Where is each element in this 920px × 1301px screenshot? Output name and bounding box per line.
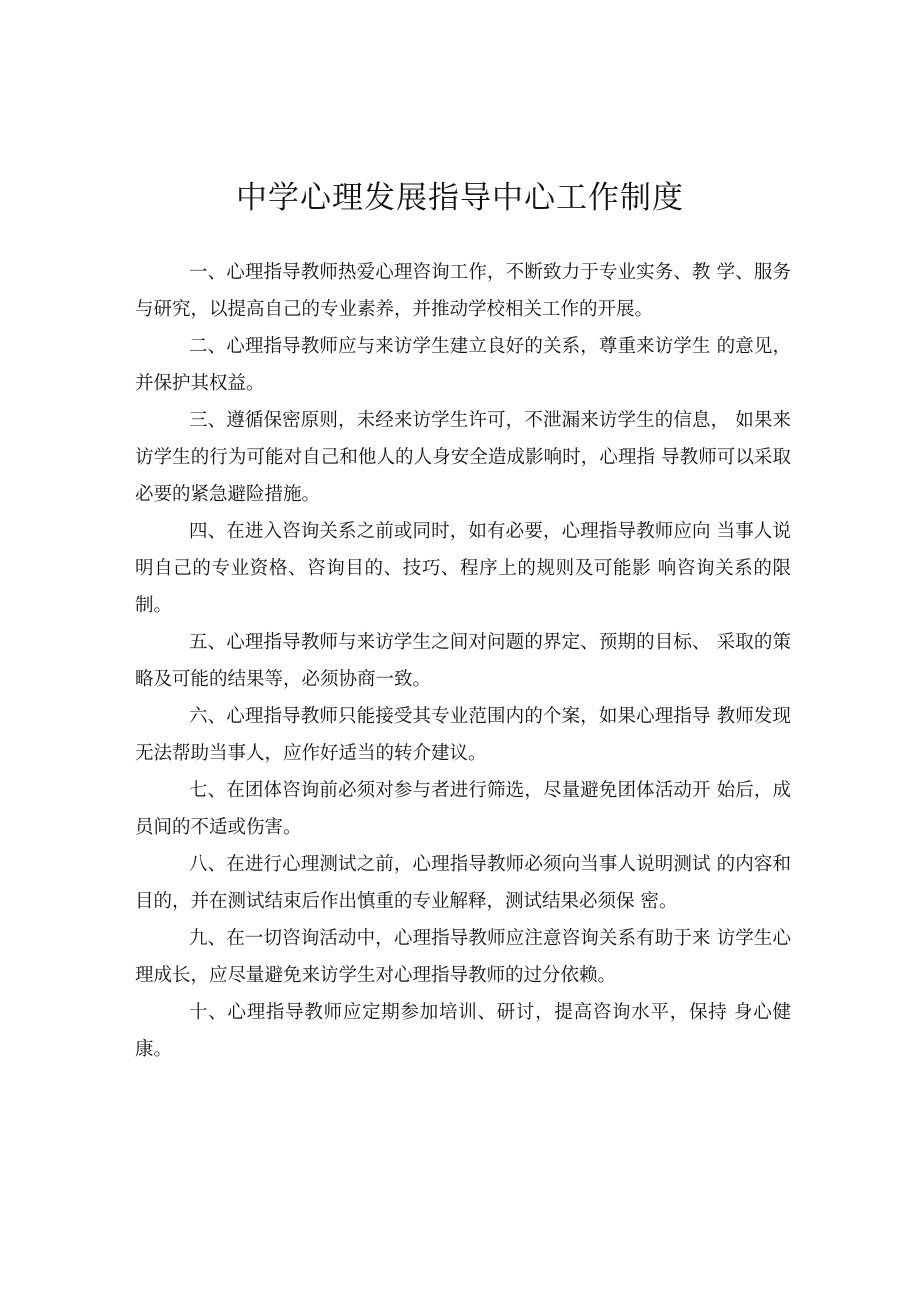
article-2: 二、心理指导教师应与来访学生建立良好的关系，尊重来访学生 的意见，并保护其权益。: [135, 336, 791, 394]
article-3: 三、遵循保密原则，未经来访学生许可，不泄漏来访学生的信息， 如果来访学生的行为可能对自己和他人的人身安全造成影响时，心理指 导教师可以采取必要的紧急避险措施。: [135, 410, 791, 505]
article-6: 六、心理指导教师只能接受其专业范围内的个案，如果心理指导 教师发现无法帮助当事人，应作好适当的转介建议。: [135, 706, 791, 764]
article-list: [135, 254, 791, 1068]
article-9: 九、在一切咨询活动中，心理指导教师应注意咨询关系有助于来 访学生心理成长，应尽量避免来访学生对心理指导教师的过分依赖。: [135, 928, 791, 986]
article-5: 五、心理指导教师与来访学生之间对问题的界定、预期的目标、 采取的策略及可能的结果等，必须协商一致。: [135, 632, 791, 690]
article-1: 一、心理指导教师热爱心理咨询工作，不断致力于专业实务、教 学、服务与研究，以提高自己的专业素养，并推动学校相关工作的开展。: [135, 262, 791, 320]
article-4: 四、在进入咨询关系之前或同时，如有必要，心理指导教师应向 当事人说明自己的专业资格、咨询目的、技巧、程序上的规则及可能影 响咨询关系的限制。: [135, 521, 791, 616]
article-10: 十、心理指导教师应定期参加培训、研讨，提高咨询水平，保持 身心健康。: [135, 1002, 791, 1060]
article-7: 七、在团体咨询前必须对参与者进行筛选，尽量避免团体活动开 始后，成员间的不适或伤害。: [135, 780, 791, 838]
document-title: 中学心理发展指导中心工作制度: [236, 180, 684, 216]
article-8: 八、在进行心理测试之前，心理指导教师必须向当事人说明测试 的内容和目的，并在测试结束后作出慎重的专业解释，测试结果必须保 密。: [135, 854, 791, 912]
